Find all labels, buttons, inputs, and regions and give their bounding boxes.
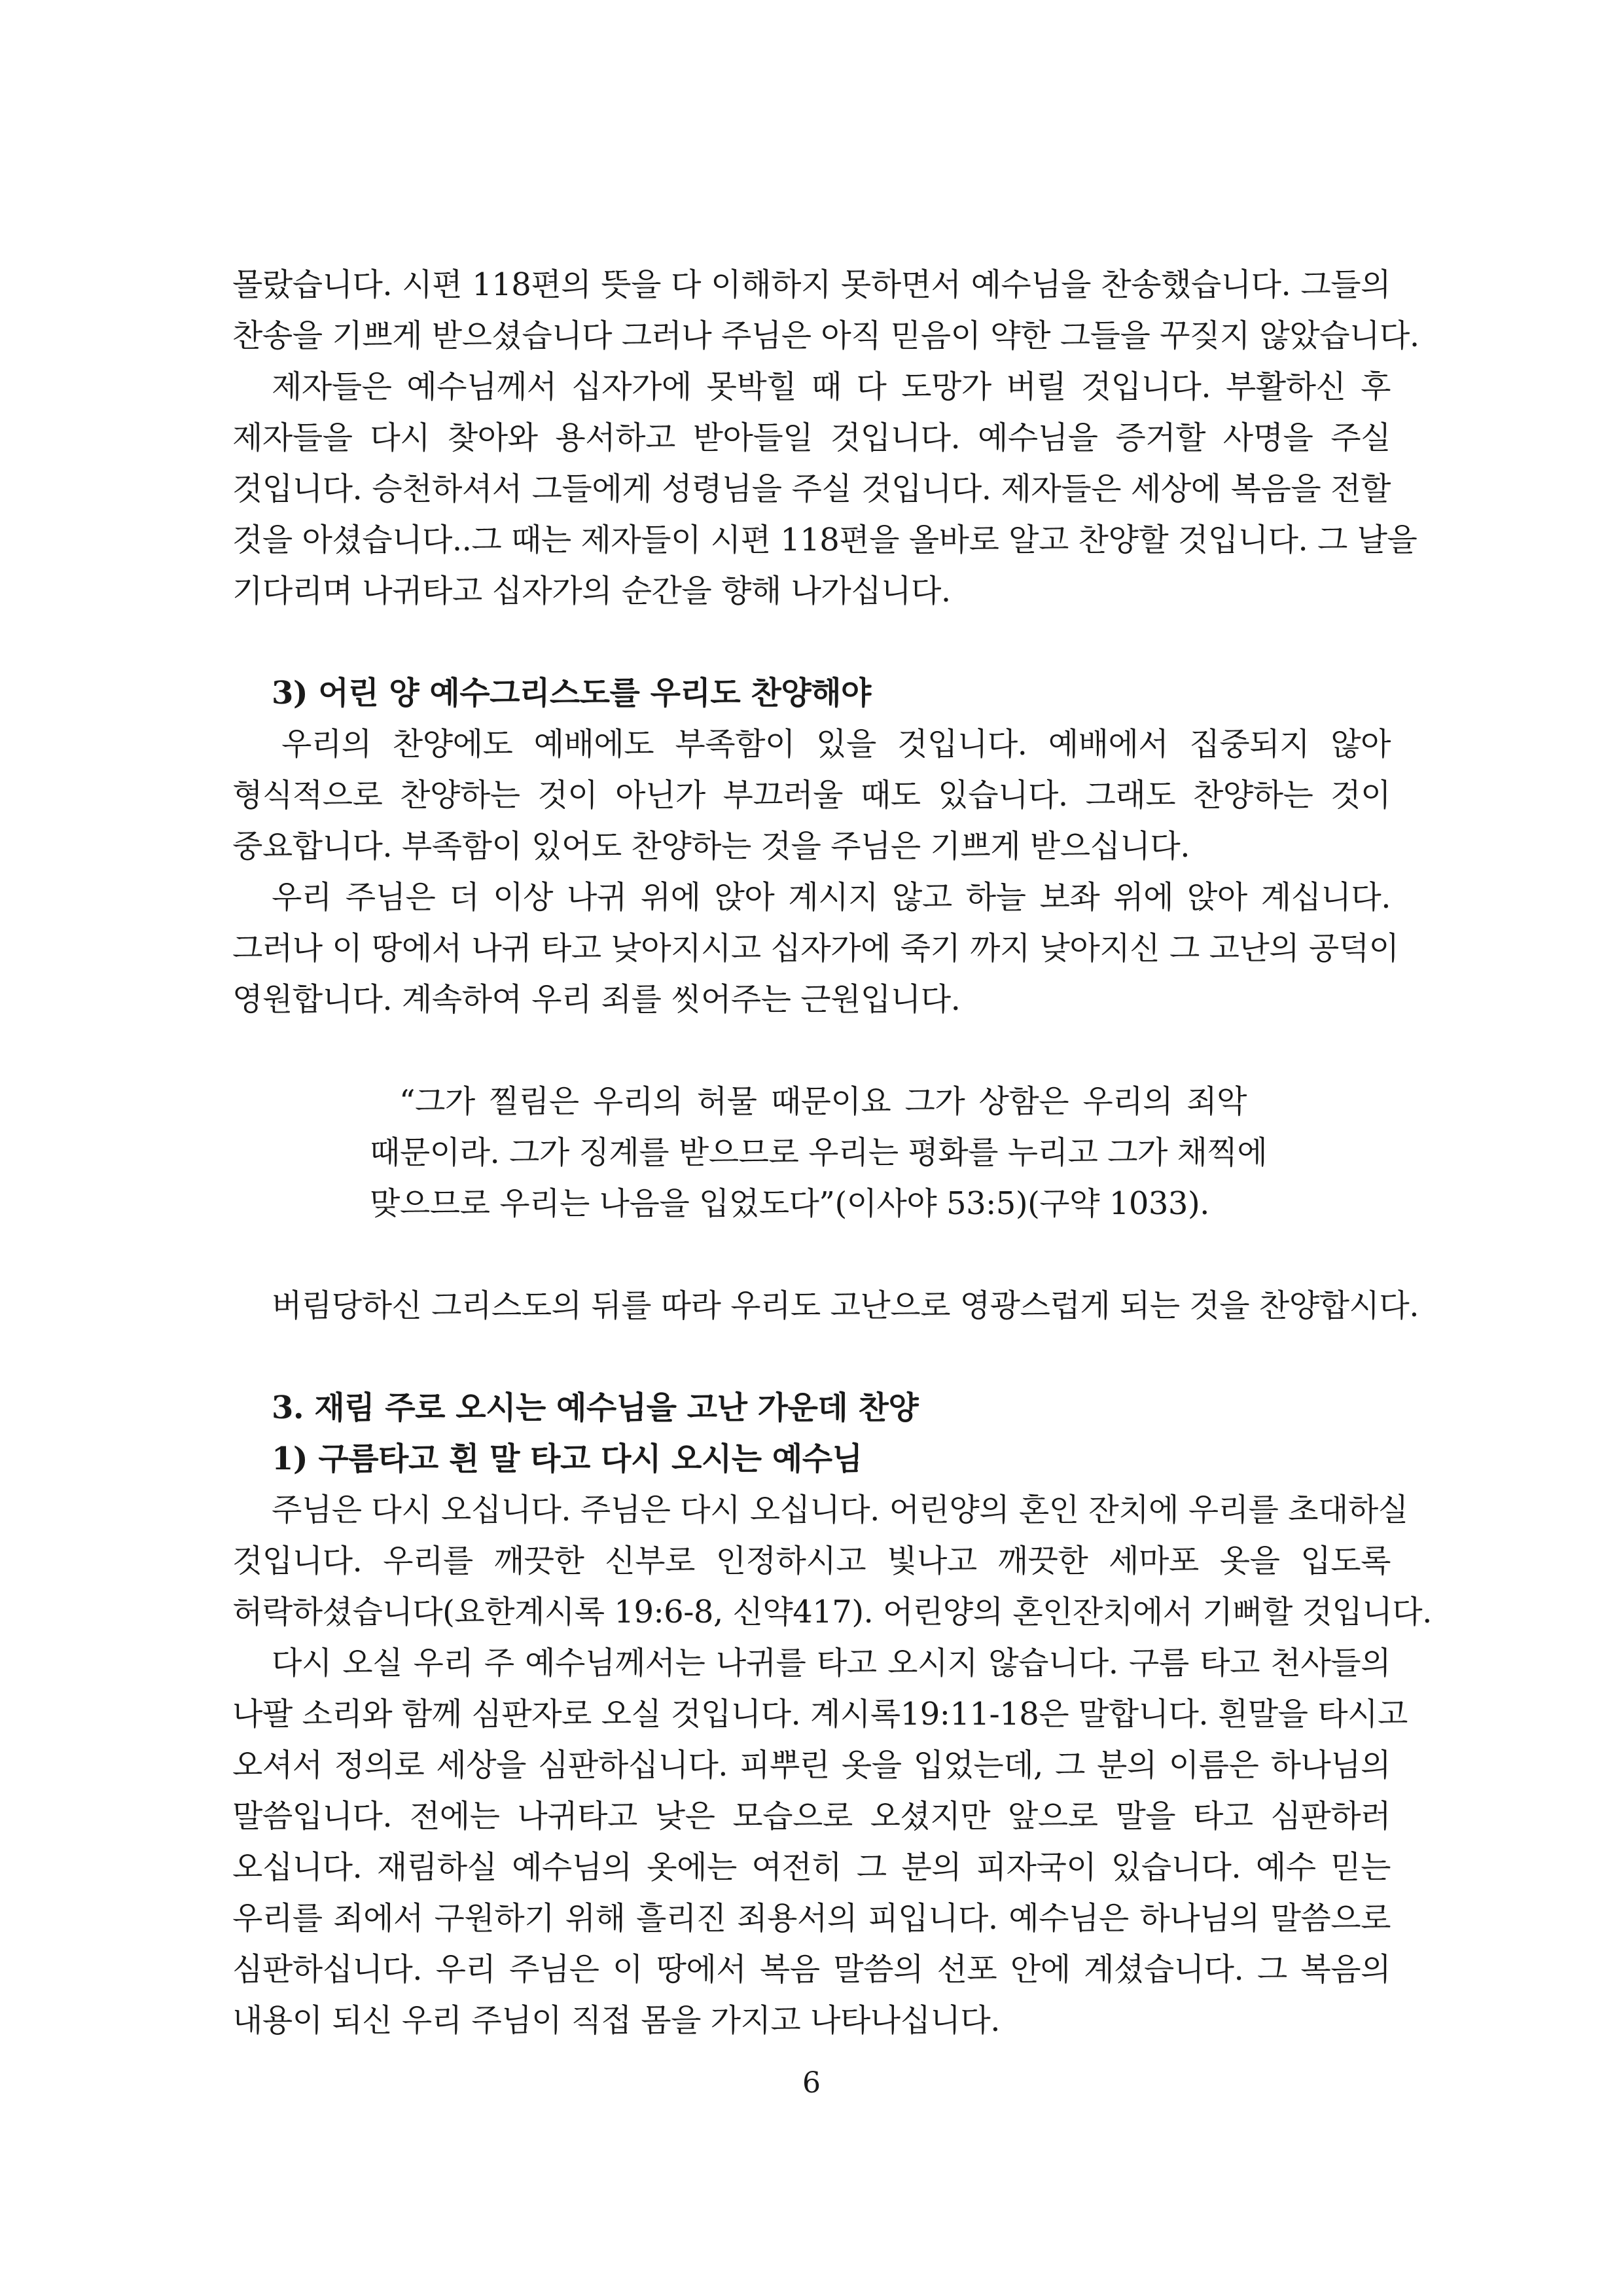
body-text-line: 중요합니다. 부족함이 있어도 찬양하는 것을 주님은 기쁘게 받으십니다. xyxy=(232,828,1190,865)
scripture-quote-line: 때문이라. 그가 징계를 받으므로 우리는 평화를 누리고 그가 채찍에 xyxy=(370,1134,1268,1171)
body-text-line: 말씀입니다. 전에는 나귀타고 낮은 모습으로 오셨지만 앞으로 말을 타고 심판하러 xyxy=(232,1798,1391,1835)
body-text-line: 우리를 죄에서 구원하기 위해 흘리진 죄용서의 피입니다. 예수님은 하나님의 말씀으로 xyxy=(232,1900,1391,1937)
body-text-line: 것을 아셨습니다..그 때는 제자들이 시편 118편을 올바로 알고 찬양할 것입니다. 그 날을 xyxy=(232,522,1418,558)
body-text-line: 것입니다. 승천하셔서 그들에게 성령님을 주실 것입니다. 제자들은 세상에 복음을 전할 xyxy=(232,471,1391,507)
body-text-line: 기다리며 나귀타고 십자가의 순간을 향해 나가십니다. xyxy=(232,573,951,609)
body-text-line: 오십니다. 재림하실 예수님의 옷에는 여전히 그 분의 피자국이 있습니다. 예수 믿는 xyxy=(232,1849,1391,1886)
body-text-line: 심판하십니다. 우리 주님은 이 땅에서 복음 말씀의 선포 안에 계셨습니다. 그 복음의 xyxy=(232,1951,1391,1988)
body-text-line: 버림당하신 그리스도의 뒤를 따라 우리도 고난으로 영광스럽게 되는 것을 찬양합시다. xyxy=(272,1287,1419,1324)
section-subheading: 1) 구름타고 흰 말 타고 다시 오시는 예수님 xyxy=(272,1441,863,1477)
page-number: 6 xyxy=(802,2066,821,2100)
section-heading: 3. 재림 주로 오시는 예수님을 고난 가운데 찬양 xyxy=(272,1390,919,1426)
section-subheading: 3) 어린 양 예수그리스도를 우리도 찬양해야 xyxy=(272,675,871,711)
body-text-line: 우리의 찬양에도 예배에도 부족함이 있을 것입니다. 예배에서 집중되지 않아 xyxy=(281,726,1391,762)
body-text-line: 제자들은 예수님께서 십자가에 못박힐 때 다 도망가 버릴 것입니다. 부활하신 후 xyxy=(272,368,1391,405)
body-text-line: 다시 오실 우리 주 예수님께서는 나귀를 타고 오시지 않습니다. 구름 타고 천사들의 xyxy=(272,1645,1391,1681)
scripture-quote-line: “그가 찔림은 우리의 허물 때문이요 그가 상함은 우리의 죄악 xyxy=(399,1083,1247,1120)
body-text-line: 허락하셨습니다(요한계시록 19:6-8, 신약417). 어린양의 혼인잔치에서 기뻐할 것입니다. xyxy=(232,1594,1432,1630)
body-text-line: 영원합니다. 계속하여 우리 죄를 씻어주는 근원입니다. xyxy=(232,981,961,1018)
body-text-line: 제자들을 다시 찾아와 용서하고 받아들일 것입니다. 예수님을 증거할 사명을 주실 xyxy=(232,420,1391,456)
scripture-quote-line: 맞으므로 우리는 나음을 입었도다”(이사야 53:5)(구약 1033). xyxy=(370,1185,1209,1222)
body-text-line: 몰랐습니다. 시편 118편의 뜻을 다 이해하지 못하면서 예수님을 찬송했습니다. 그들의 xyxy=(232,266,1391,303)
body-text-line: 형식적으로 찬양하는 것이 아닌가 부끄러울 때도 있습니다. 그래도 찬양하는 것이 xyxy=(232,777,1391,814)
body-text-line: 오셔서 정의로 세상을 심판하십니다. 피뿌린 옷을 입었는데, 그 분의 이름은 하나님의 xyxy=(232,1747,1391,1784)
body-text-line: 내용이 되신 우리 주님이 직접 몸을 가지고 나타나십니다. xyxy=(232,2002,1001,2039)
body-text-line: 우리 주님은 더 이상 나귀 위에 앉아 계시지 않고 하늘 보좌 위에 앉아 계십니다. xyxy=(272,879,1391,916)
body-text-line: 것입니다. 우리를 깨끗한 신부로 인정하시고 빛나고 깨끗한 세마포 옷을 입도록 xyxy=(232,1543,1391,1579)
body-text-line: 그러나 이 땅에서 나귀 타고 낮아지시고 십자가에 죽기 까지 낮아지신 그 고난의 공덕이 xyxy=(232,930,1399,967)
body-text-line: 주님은 다시 오십니다. 주님은 다시 오십니다. 어린양의 혼인 잔치에 우리를 초대하실 xyxy=(272,1492,1408,1528)
body-text-line: 나팔 소리와 함께 심판자로 오실 것입니다. 계시록19:11-18은 말합니다. 흰말을 타시고 xyxy=(232,1696,1408,1732)
body-text-line: 찬송을 기쁘게 받으셨습니다 그러나 주님은 아직 믿음이 약한 그들을 꾸짖지 않았습니다. xyxy=(232,317,1419,354)
